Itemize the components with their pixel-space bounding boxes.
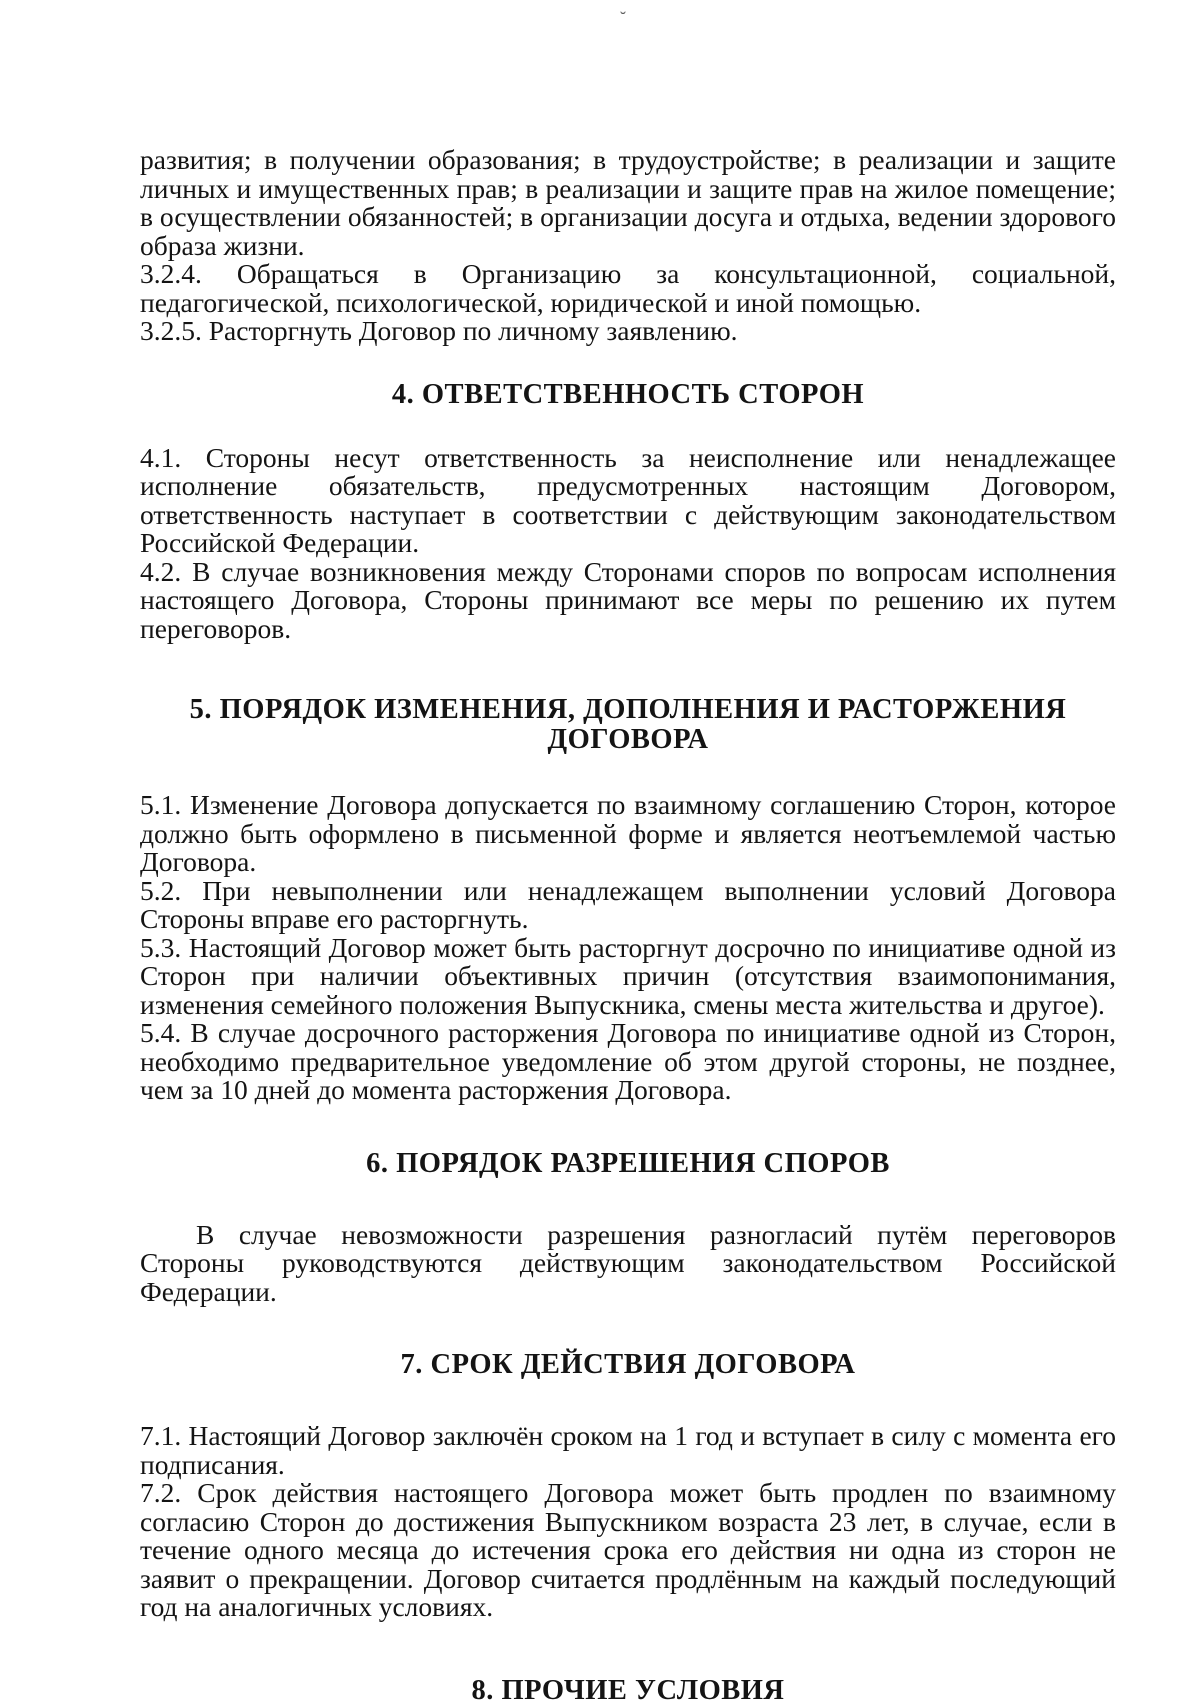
clause-5-4: 5.4. В случае досрочного расторжения Договора по инициативе одной из Сторон, необходимо предварительное уведомление об этом другой стороны, не позднее, чем за 10 дней до момента расторжения Договора. — [140, 1017, 1116, 1105]
document-body — [140, 146, 1116, 1706]
section-6-heading: 6. ПОРЯДОК РАЗРЕШЕНИЯ СПОРОВ — [366, 1147, 890, 1179]
clause-7-1: 7.1. Настоящий Договор заключён сроком на 1 год и вступает в силу с момента его подписания. — [140, 1420, 1116, 1480]
section-4-heading: 4. ОТВЕТСТВЕННОСТЬ СТОРОН — [391, 378, 865, 410]
page-number-mark: ˘ — [620, 8, 626, 28]
clause-5-2: 5.2. При невыполнении или ненадлежащем выполнении условий Договора Стороны вправе его расторгнуть. — [140, 874, 1116, 934]
clause-3-2-5: 3.2.5. Расторгнуть Договор по личному заявлению. — [140, 315, 738, 346]
clause-4-1: 4.1. Стороны несут ответственность за неисполнение или ненадлежащее исполнение обязательств, предусмотренных настоящим Договором, ответственность наступает в соответствии с действующим законодательством Российской Федерации. — [140, 441, 1116, 558]
clause-4-2: 4.2. В случае возникновения между Сторонами споров по вопросам исполнения настоящего Договора, Стороны принимают все меры по решению их путем переговоров. — [140, 555, 1116, 644]
section-7-heading: 7. СРОК ДЕЙСТВИЯ ДОГОВОРА — [400, 1349, 856, 1380]
intro-fragment: развития; в получении образования; в трудоустройстве; в реализации и защите личных и имущественных прав; в реализации и защите прав на жилое помещение; в осуществлении обязанностей; в организации досуга и отдыха, ведении здорового образа жизни. — [140, 144, 1116, 261]
section-6-text: В случае невозможности разрешения разногласий путём переговоров Стороны руководствуются действующим законодательством Российской Федерации. — [140, 1218, 1116, 1307]
clause-7-2: 7.2. Срок действия настоящего Договора может быть продлен по взаимному согласию Сторон до достижения Выпускником возраста 23 лет, в случае, если в течение одного месяца до истечения срока его действия ни одна из сторон не заявит о прекращении. Договор считается продлённым на каждый последующий год на аналогичных условиях. — [140, 1477, 1116, 1622]
section-8-heading: 8. ПРОЧИЕ УСЛОВИЯ — [471, 1674, 785, 1706]
clause-5-1: 5.1. Изменение Договора допускается по взаимному соглашению Сторон, которое должно быть оформлено в письменной форме и является неотъемлемой частью Договора. — [140, 789, 1116, 877]
section-5-heading: 5. ПОРЯДОК ИЗМЕНЕНИЯ, ДОПОЛНЕНИЯ И РАСТОРЖЕНИЯ ДОГОВОРА — [189, 694, 1067, 755]
clause-5-3: 5.3. Настоящий Договор может быть расторгнут досрочно по инициативе одной из Сторон при наличии объективных причин (отсутствия взаимопонимания, изменения семейного положения Выпускника, смены места жительства и другое). — [140, 931, 1116, 1020]
clause-3-2-4: 3.2.4. Обращаться в Организацию за консультационной, социальной, педагогической, психологической, юридической и иной помощью. — [140, 258, 1116, 318]
